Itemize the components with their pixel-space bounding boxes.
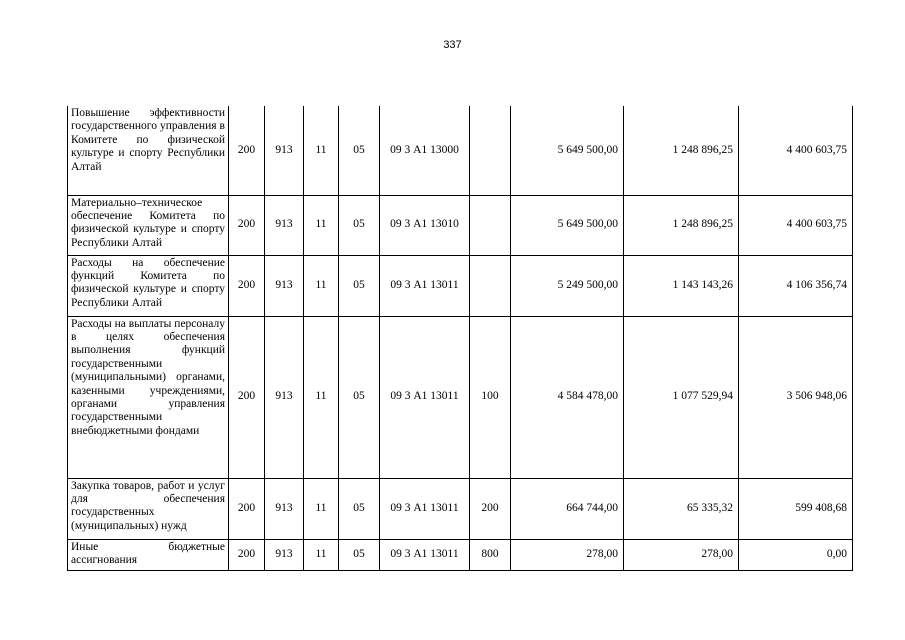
executed-amount: 1 248 896,25: [624, 195, 739, 255]
table-row: [68, 106, 853, 195]
plan-amount: 278,00: [511, 539, 624, 570]
executed-amount: 1 143 143,26: [624, 255, 739, 316]
row-name: Иные бюджетные ассигнования: [68, 539, 229, 570]
section-code: 11: [304, 255, 339, 316]
remainder-amount: 4 106 356,74: [739, 255, 853, 316]
remainder-amount: 3 506 948,06: [739, 316, 853, 478]
row-name: Расходы на обеспечение функций Комитета по физической культуре и спорту Республики Алтай: [68, 255, 229, 316]
remainder-amount: 4 400 603,75: [739, 195, 853, 255]
expense-type-code: 100: [470, 316, 511, 478]
plan-amount: 5 649 500,00: [511, 106, 624, 195]
remainder-amount: 4 400 603,75: [739, 106, 853, 195]
plan-amount: 5 649 500,00: [511, 195, 624, 255]
page-number: 337: [443, 39, 462, 51]
subsection-code: 05: [339, 539, 380, 570]
admin-code: 200: [229, 478, 265, 539]
ministry-code: 913: [265, 255, 304, 316]
subsection-code: 05: [339, 106, 380, 195]
expense-type-code: [470, 255, 511, 316]
expense-type-code: 200: [470, 478, 511, 539]
admin-code: 200: [229, 539, 265, 570]
budget-table: [67, 106, 853, 571]
admin-code: 200: [229, 255, 265, 316]
executed-amount: 1 077 529,94: [624, 316, 739, 478]
expense-type-code: [470, 195, 511, 255]
subsection-code: 05: [339, 195, 380, 255]
admin-code: 200: [229, 195, 265, 255]
target-code: 09 3 А1 13011: [380, 539, 470, 570]
table-row: [68, 195, 853, 255]
target-code: 09 3 А1 13010: [380, 195, 470, 255]
plan-amount: 4 584 478,00: [511, 316, 624, 478]
remainder-amount: 0,00: [739, 539, 853, 570]
row-name: Материально–техническое обеспечение Комитета по физической культуре и спорту Республики Алтай: [68, 195, 229, 255]
ministry-code: 913: [265, 539, 304, 570]
section-code: 11: [304, 316, 339, 478]
remainder-amount: 599 408,68: [739, 478, 853, 539]
admin-code: 200: [229, 106, 265, 195]
table-row: [68, 539, 853, 570]
ministry-code: 913: [265, 316, 304, 478]
table-row: [68, 478, 853, 539]
target-code: 09 3 А1 13011: [380, 255, 470, 316]
admin-code: 200: [229, 316, 265, 478]
expense-type-code: 800: [470, 539, 511, 570]
target-code: 09 3 А1 13000: [380, 106, 470, 195]
table-row: [68, 255, 853, 316]
executed-amount: 1 248 896,25: [624, 106, 739, 195]
subsection-code: 05: [339, 316, 380, 478]
ministry-code: 913: [265, 106, 304, 195]
expense-type-code: [470, 106, 511, 195]
ministry-code: 913: [265, 478, 304, 539]
subsection-code: 05: [339, 255, 380, 316]
plan-amount: 664 744,00: [511, 478, 624, 539]
target-code: 09 3 А1 13011: [380, 478, 470, 539]
target-code: 09 3 А1 13011: [380, 316, 470, 478]
section-code: 11: [304, 478, 339, 539]
row-name: Закупка товаров, работ и услуг для обеспечения государственных (муниципальных) нужд: [68, 478, 229, 539]
executed-amount: 278,00: [624, 539, 739, 570]
section-code: 11: [304, 106, 339, 195]
row-name: Расходы на выплаты персоналу в целях обеспечения выполнения функций государственными (муниципальными) органами, казенными учреждениями, органами управления государственными внебюджетными фондами: [68, 316, 229, 478]
table-row: [68, 316, 853, 478]
section-code: 11: [304, 539, 339, 570]
ministry-code: 913: [265, 195, 304, 255]
section-code: 11: [304, 195, 339, 255]
executed-amount: 65 335,32: [624, 478, 739, 539]
plan-amount: 5 249 500,00: [511, 255, 624, 316]
subsection-code: 05: [339, 478, 380, 539]
row-name: Повышение эффективности государственного управления в Комитете по физической культуре и спорту Республики Алтай: [68, 106, 229, 195]
